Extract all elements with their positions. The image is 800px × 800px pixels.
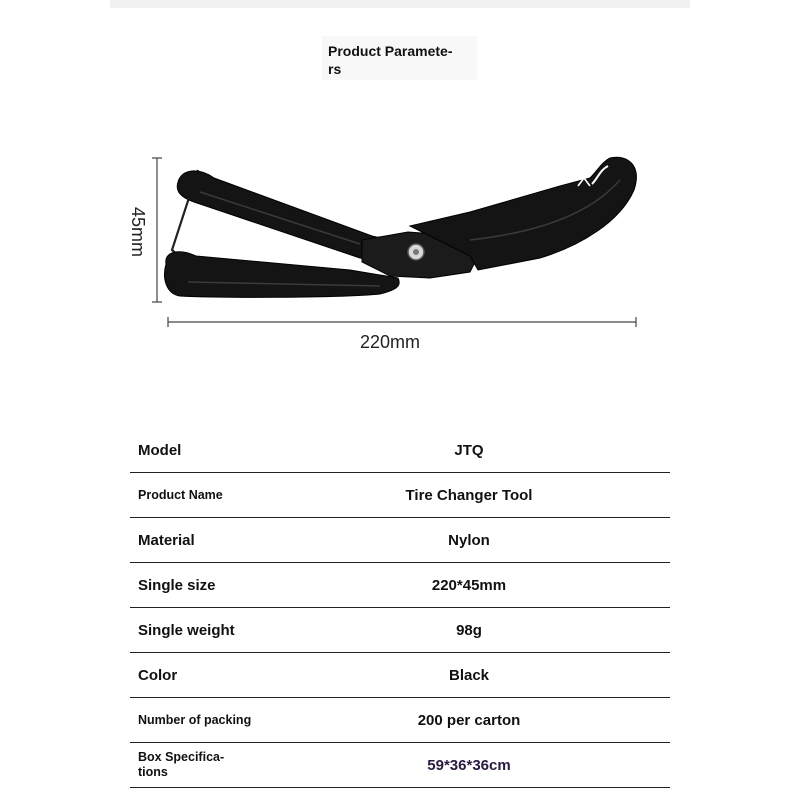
table-row <box>130 563 670 608</box>
specifications-table <box>130 428 670 788</box>
spec-label: Single size <box>138 576 216 594</box>
table-row <box>130 698 670 743</box>
table-row <box>130 428 670 473</box>
spec-label: Material <box>138 531 195 549</box>
spec-label: Single weight <box>138 621 235 639</box>
spec-label: Box Specifica- tions <box>138 750 225 779</box>
width-dimension-label: 220mm <box>359 332 421 352</box>
page-title: Product Paramete- rs <box>328 43 453 77</box>
spec-value: 220*45mm <box>431 576 507 594</box>
spec-value: Tire Changer Tool <box>405 486 533 504</box>
spec-value: 98g <box>456 621 482 639</box>
tire-lever-tool-icon <box>165 157 637 297</box>
table-row <box>130 518 670 563</box>
spec-value: JTQ <box>454 441 484 459</box>
height-dimension-line <box>152 158 162 302</box>
spec-label: Color <box>138 666 178 684</box>
spec-value: Black <box>448 666 490 684</box>
spec-label: Model <box>138 441 182 459</box>
table-row <box>130 473 670 518</box>
spec-value: 200 per carton <box>417 711 521 729</box>
table-row <box>130 608 670 653</box>
table-row <box>130 743 670 788</box>
width-dimension-line <box>168 317 636 327</box>
spec-label: Number of packing <box>138 713 252 727</box>
spec-value: Nylon <box>448 531 490 549</box>
product-drawing <box>0 140 800 340</box>
top-divider-strip <box>110 0 690 8</box>
table-row <box>130 653 670 698</box>
height-dimension-label: 45mm <box>128 206 148 257</box>
spec-value: 59*36*36cm <box>427 756 511 774</box>
spec-label: Product Name <box>138 488 223 502</box>
